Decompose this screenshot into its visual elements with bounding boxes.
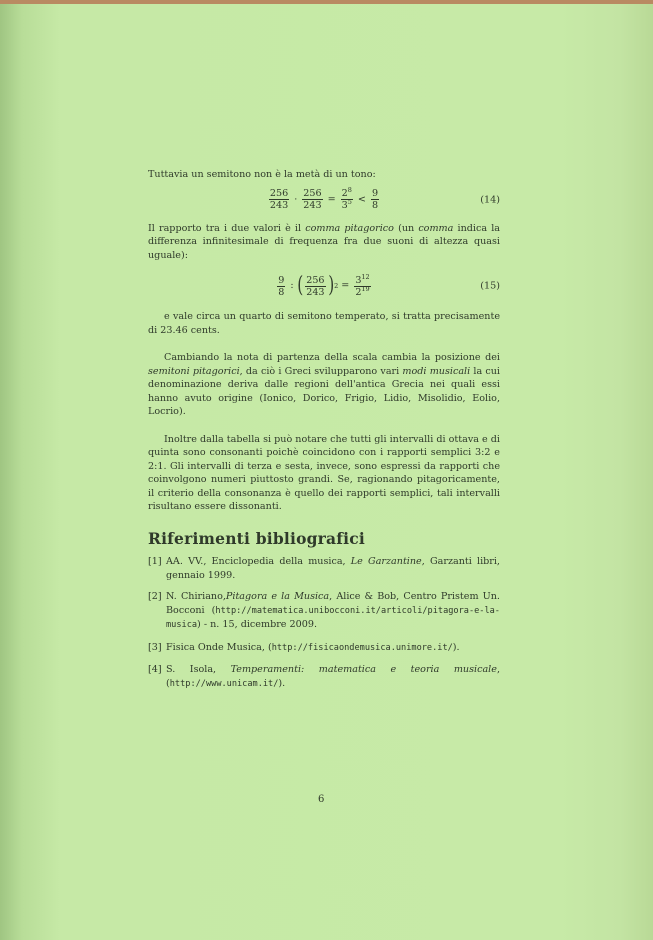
paragraph-comma-pitagorico: Il rapporto tra i due valori è il comma pitagorico (un comma indica la differenza infinitesimale di frequenza fra due suoni di altezza quasi uguale):: [148, 222, 501, 261]
right-paren: ): [327, 273, 334, 298]
paragraph-quarter-semitone: e vale circa un quarto di semitono temperato, si tratta precisamente di 23.46 cents.: [148, 311, 500, 336]
reference-item-4: [4] S. Isola, Temperamenti: matematica e teoria musicale, (http://www.unicam.it/).: [148, 664, 500, 689]
eq14-fraction-b: $\frac{256}{243}$: [303, 188, 322, 211]
reference-4-url[interactable]: http://www.unicam.it/: [169, 678, 279, 689]
left-paren: (: [296, 273, 303, 298]
reference-3-url[interactable]: http://fisicaondemusica.unimore.it/: [271, 642, 453, 653]
eq15-fraction-paren: $\frac{256}{243}$: [306, 274, 325, 298]
reference-item-3: [3] Fisica Onde Musica, (http://fisicaondemusica.unimore.it/).: [148, 641, 460, 653]
equation-15: $\frac{9}{8}$ : ( $\frac{256}{243}$ ) 2 = $\frac{3^{12}}{2^{19}}$ (15): [278, 272, 500, 298]
bibliography-heading: Riferimenti bibliografici: [148, 528, 365, 548]
equation-14: $\frac{256}{243}$ · $\frac{256}{243}$ = $\frac{2^8}{3^5}$ < $\frac{9}{8}$ (14): [269, 186, 500, 211]
paragraph-modi-musicali: Cambiando la nota di partenza della scala cambia la posizione dei semitoni pitagorici, da ciò i Greci svilupparono vari modi musicali la cui denominazione deriva dalle regioni dell'antica Grecia nei quali essi hanno avuto origine (Ionico, Dorico, Frigio, Lidio, Misolidio, Eolio, Locrio).: [148, 352, 500, 417]
eq14-fraction-d: $\frac{9}{8}$: [371, 188, 379, 211]
eq15-fraction-r: $\frac{3^{12}}{2^{19}}$: [355, 272, 370, 298]
eq15-fraction-a: $\frac{9}{8}$: [278, 274, 285, 298]
eq14-fraction-a: $\frac{256}{243}$: [269, 188, 289, 211]
paragraph-semitone-intro: Tuttavia un semitono non è la metà di un tono:: [148, 169, 376, 180]
page-content: [148, 168, 500, 699]
equation-number-14: (14): [480, 193, 500, 205]
page-top-edge: [0, 0, 653, 4]
eq14-fraction-c: $\frac{2^8}{3^5}$: [341, 186, 352, 211]
reference-item-1: [1] AA. VV., Enciclopedia della musica, Le Garzantine, Garzanti libri, gennaio 1999.: [148, 556, 500, 581]
reference-item-2: [2] N. Chiriano,Pitagora e la Musica, Alice & Bob, Centro Pristem Un. Bocconi (http://matematica.unibocconi.it/articoli/pitagora-e-la-musica) - n. 15, dicembre 2009.: [148, 591, 500, 630]
paragraph-consonanza: Inoltre dalla tabella si può notare che tutti gli intervalli di ottava e di quinta sono consonanti poichè coincidono con i rapporti semplici 3:2 e 2:1. Gli intervalli di terza e sesta, invece, sono espressi da rapporti che coinvolgono numeri piuttosto grandi. Se, ragionando pitagoricamente, il criterio della consonanza è quello dei rapporti semplici, tali intervalli risultano essere dissonanti.: [148, 433, 500, 512]
page-number: 6: [318, 794, 325, 805]
reference-2-url[interactable]: http://matematica.unibocconi.it/articoli/pitagora-e-la-musica: [166, 605, 500, 630]
equation-number-15: (15): [480, 280, 500, 292]
